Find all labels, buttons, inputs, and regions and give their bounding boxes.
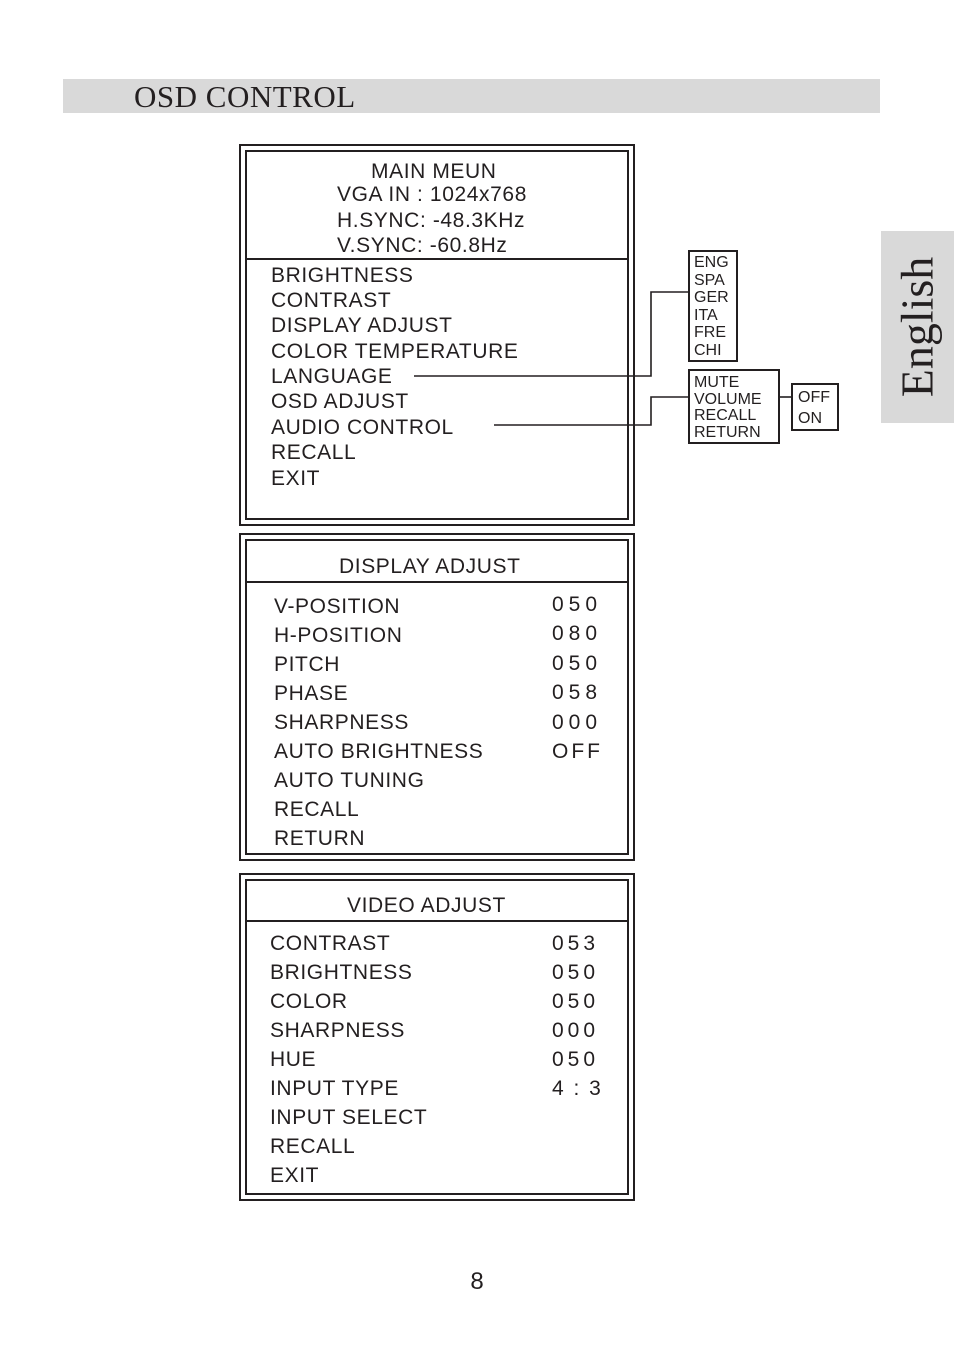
main-menu-item-audio-control[interactable]: AUDIO CONTROL xyxy=(271,416,454,439)
video-adjust-item-input-type[interactable]: INPUT TYPE xyxy=(270,1077,399,1100)
main-menu-item-language[interactable]: LANGUAGE xyxy=(271,365,393,388)
mute-option-off[interactable]: OFF xyxy=(798,389,830,406)
language-option-fre[interactable]: FRE xyxy=(694,324,726,341)
display-adjust-value-auto-brightness: OFF xyxy=(552,740,603,763)
display-adjust-item-sharpness[interactable]: SHARPNESS xyxy=(274,711,409,734)
main-menu-item-contrast[interactable]: CONTRAST xyxy=(271,289,392,312)
video-adjust-value-input-type: 4 : 3 xyxy=(552,1077,603,1100)
video-adjust-title: VIDEO ADJUST xyxy=(347,894,506,917)
display-adjust-item-auto-tuning[interactable]: AUTO TUNING xyxy=(274,769,425,792)
video-adjust-item-input-select[interactable]: INPUT SELECT xyxy=(270,1106,428,1129)
language-option-spa[interactable]: SPA xyxy=(694,271,725,289)
main-menu-item-brightness[interactable]: BRIGHTNESS xyxy=(271,264,414,287)
video-adjust-value-sharpness: 000 xyxy=(552,1019,600,1042)
video-adjust-divider xyxy=(247,920,627,922)
main-menu-inner xyxy=(245,150,629,520)
video-adjust-item-exit[interactable]: EXIT xyxy=(270,1164,320,1187)
display-adjust-value-h-position: 080 xyxy=(552,622,603,645)
main-menu-item-recall[interactable]: RECALL xyxy=(271,441,357,464)
display-adjust-item-recall[interactable]: RECALL xyxy=(274,798,360,821)
language-submenu xyxy=(688,250,738,362)
display-adjust-value-v-position: 050 xyxy=(552,593,603,616)
mute-submenu xyxy=(791,383,839,431)
video-adjust-value-hue: 050 xyxy=(552,1048,600,1071)
video-adjust-item-color[interactable]: COLOR xyxy=(270,990,348,1013)
language-side-tab-label: English xyxy=(891,256,943,398)
display-adjust-value-sharpness: 000 xyxy=(552,711,603,734)
video-adjust-item-recall[interactable]: RECALL xyxy=(270,1135,356,1158)
audio-option-return[interactable]: RETURN xyxy=(694,423,761,441)
video-adjust-item-contrast[interactable]: CONTRAST xyxy=(270,932,391,955)
video-adjust-box xyxy=(239,873,635,1201)
main-menu-title: MAIN MEUN xyxy=(371,160,497,183)
language-option-eng[interactable]: ENG xyxy=(694,254,729,271)
main-menu-box xyxy=(239,144,635,526)
main-menu-info-vsync: V.SYNC: -60.8Hz xyxy=(337,234,508,257)
main-menu-item-osd-adjust[interactable]: OSD ADJUST xyxy=(271,390,409,413)
language-option-chi[interactable]: CHI xyxy=(694,341,722,359)
video-adjust-value-contrast: 053 xyxy=(552,932,600,955)
display-adjust-value-pitch: 050 xyxy=(552,652,603,675)
video-adjust-value-brightness: 050 xyxy=(552,961,600,984)
display-adjust-value-phase: 058 xyxy=(552,681,603,704)
main-menu-item-exit[interactable]: EXIT xyxy=(271,467,321,490)
language-option-ger[interactable]: GER xyxy=(694,289,729,306)
main-menu-item-color-temperature[interactable]: COLOR TEMPERATURE xyxy=(271,340,519,363)
audio-submenu xyxy=(688,369,780,444)
display-adjust-inner xyxy=(245,539,629,855)
display-adjust-item-v-position[interactable]: V-POSITION xyxy=(274,595,401,618)
display-adjust-item-pitch[interactable]: PITCH xyxy=(274,653,340,676)
video-adjust-item-hue[interactable]: HUE xyxy=(270,1048,317,1071)
page-number: 8 xyxy=(470,1268,484,1295)
audio-option-recall[interactable]: RECALL xyxy=(694,407,757,424)
display-adjust-item-return[interactable]: RETURN xyxy=(274,827,366,850)
display-adjust-box xyxy=(239,533,635,861)
main-menu-info-hsync: H.SYNC: -48.3KHz xyxy=(337,209,526,232)
language-option-ita[interactable]: ITA xyxy=(694,306,718,324)
main-menu-info-vga: VGA IN : 1024x768 xyxy=(337,183,527,206)
section-title: OSD CONTROL xyxy=(134,79,356,114)
audio-option-volume[interactable]: VOLUME xyxy=(694,390,762,408)
video-adjust-value-color: 050 xyxy=(552,990,600,1013)
display-adjust-divider xyxy=(247,581,627,583)
mute-option-on[interactable]: ON xyxy=(798,410,822,427)
display-adjust-item-auto-brightness[interactable]: AUTO BRIGHTNESS xyxy=(274,740,484,763)
display-adjust-item-phase[interactable]: PHASE xyxy=(274,682,349,705)
main-menu-item-display-adjust[interactable]: DISPLAY ADJUST xyxy=(271,314,453,337)
display-adjust-item-h-position[interactable]: H-POSITION xyxy=(274,624,403,647)
main-menu-divider xyxy=(247,258,627,260)
video-adjust-item-brightness[interactable]: BRIGHTNESS xyxy=(270,961,413,984)
video-adjust-item-sharpness[interactable]: SHARPNESS xyxy=(270,1019,405,1042)
display-adjust-title: DISPLAY ADJUST xyxy=(339,555,521,578)
audio-option-mute[interactable]: MUTE xyxy=(694,374,740,391)
video-adjust-inner xyxy=(245,879,629,1195)
